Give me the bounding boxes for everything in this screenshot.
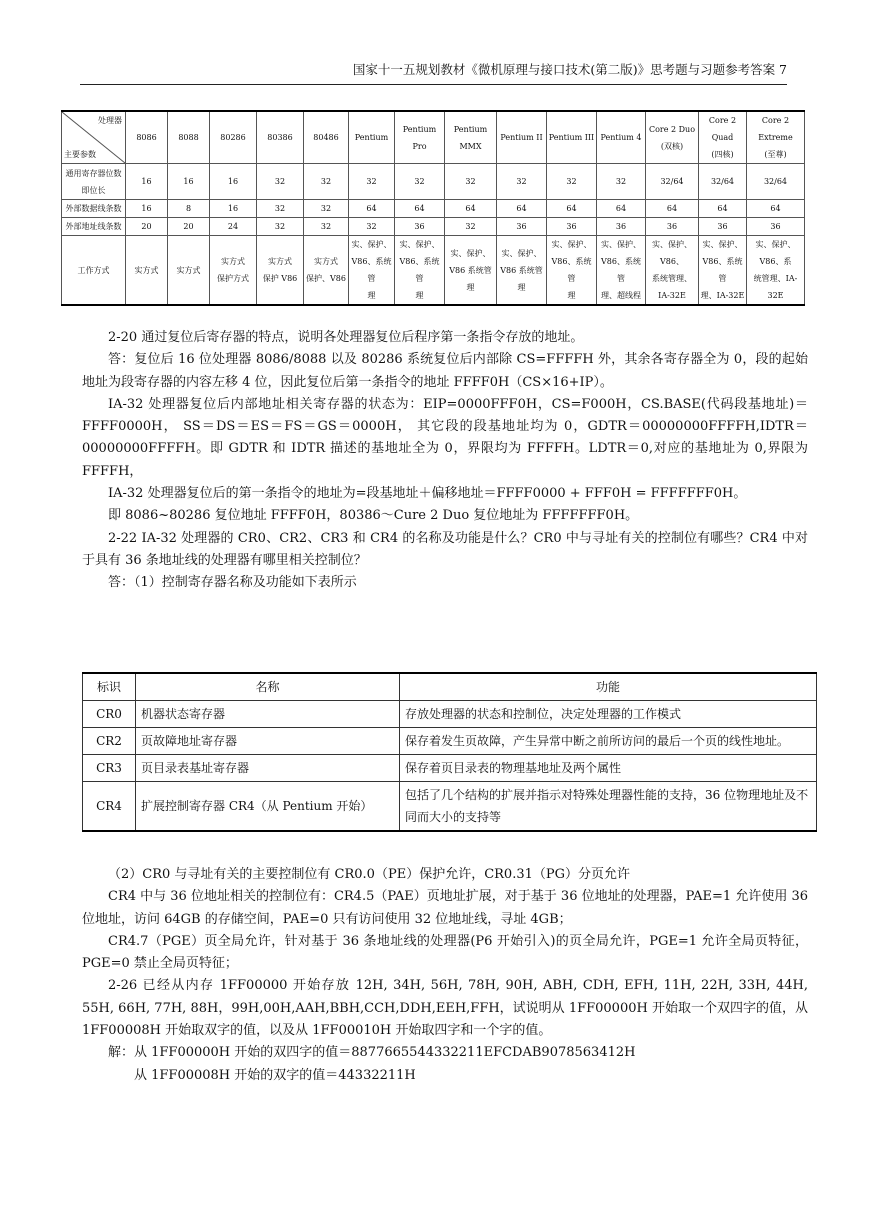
table-cell: 16 (126, 200, 168, 218)
processor-column-header (349, 111, 395, 164)
label-line: 工作方式 (77, 265, 110, 275)
cell-line: V86、系统管 (399, 257, 440, 283)
cell-line: 保护、V86 (306, 274, 346, 283)
cell-line: V86 系统管 (449, 265, 492, 275)
paragraph: 2-20 通过复位后寄存器的特点，说明各处理器复位后程序第一条指令存放的地址。 (108, 330, 584, 345)
table-cell (304, 236, 349, 306)
processor-column-header (699, 111, 747, 164)
table-cell: 32 (547, 164, 597, 200)
table-cell (547, 236, 597, 306)
cr-function: 保存着页目录表的物理基地址及两个属性 (400, 755, 817, 782)
processor-column-header (445, 111, 497, 164)
processor-column-header (597, 111, 646, 164)
table-cell (395, 236, 445, 306)
cell-line: 理 (517, 282, 526, 292)
cell-line: 实、保护、 (501, 248, 542, 258)
cr-function: 包括了几个结构的扩展并指示对特殊处理器性能的支持，36 位物理地址及不同而大小的支持等 (400, 782, 817, 832)
table-cell: 36 (597, 218, 646, 236)
table-cell: 36 (497, 218, 547, 236)
corner-top-label: 处理器 (98, 116, 122, 125)
table-cell (646, 236, 699, 306)
cell-line: V86、系统管 (702, 257, 743, 283)
row-label (62, 164, 126, 200)
cell-line: 理 (466, 282, 475, 292)
table-cell: 36 (699, 218, 747, 236)
header-line: Pentium II (500, 133, 543, 142)
table-row (83, 701, 817, 728)
cell-line: V86、系统管 (351, 257, 392, 283)
table-cell: 32 (395, 164, 445, 200)
paragraph: IA-32 处理器复位后的第一条指令的地址为=段基地址＋偏移地址＝FFFF0000 + FFF0H = FFFFFFF0H。 (108, 486, 747, 502)
paragraph: 答：复位后 16 位处理器 8086/8088 以及 80286 系统复位后内部除 CS=FFFFH 外，其余各寄存器全为 0，段的起始地址为段寄存器的内容左移 4 位，因此复位后第一条指令的地址 FFFF0H（CS×16+IP）。 (82, 352, 808, 390)
table-cell: 36 (646, 218, 699, 236)
header-line: Core 2 Quad (708, 116, 737, 142)
label-line: 通用寄存器位数 (65, 168, 122, 178)
header-line: 8086 (136, 133, 157, 142)
cell-line: 实、保护、 (399, 240, 440, 249)
table-cell: 32 (257, 218, 304, 236)
cell-line: 实、保护、 (551, 240, 592, 249)
table-cell: 64 (497, 200, 547, 218)
table-cell (210, 236, 257, 306)
table-cell (349, 236, 395, 306)
cr-id: CR0 (83, 701, 136, 728)
paragraph: 从 1FF00008H 开始的双字的值＝44332211H (134, 1067, 416, 1083)
table-cell: 16 (210, 200, 257, 218)
header-line: 8088 (178, 133, 199, 142)
table-cell (699, 236, 747, 306)
cr-name: 扩展控制寄存器 CR4（从 Pentium 开始） (136, 782, 400, 832)
cell-line: V86、系统管 (601, 257, 641, 283)
paragraph: 答：（1）控制寄存器名称及功能如下表所示 (108, 575, 357, 591)
cr-name: 机器状态寄存器 (136, 701, 400, 728)
cell-line: 实方式 (268, 257, 292, 266)
table-cell: 32 (257, 200, 304, 218)
table-cell: 64 (597, 200, 646, 218)
label-line: 外部地址线条数 (65, 222, 122, 231)
table-cell (445, 236, 497, 306)
cell-line: 实方式 (176, 265, 201, 275)
header-line: Pentium III (548, 133, 595, 142)
cell-line: 理 (567, 291, 576, 300)
table-cell: 20 (126, 218, 168, 236)
cell-line: 理、超线程 (601, 291, 641, 300)
table-cell: 32 (497, 164, 547, 200)
cell-line: 理、IA-32E (700, 291, 745, 300)
table-cell (497, 236, 547, 306)
table-cell: 32 (445, 164, 497, 200)
cell-line: 实、保护、V86、 (652, 240, 692, 266)
cr-name: 页故障地址寄存器 (136, 728, 400, 755)
table-cell: 36 (395, 218, 445, 236)
label-line: 即位长 (81, 185, 106, 195)
control-register-table (82, 672, 817, 832)
cell-line: V86、系统管 (551, 257, 592, 283)
table-row (62, 200, 805, 218)
table-cell: 32 (304, 164, 349, 200)
table-cell: 64 (445, 200, 497, 218)
paragraph: 2-26 已经从内存 1FF00000 开始存放 12H, 34H, 56H, 78H, 90H, ABH, CDH, EFH, 11H, 22H, 33H, 44H, 55H, 66H, 77H, 88H，99H,00H,AAH,BBH,CCH,DDH,EEH,FFH，试说明从 1FF00000H 开始取一个双四字的值，从 1FF00008H 开始取双字的值，以及从 1FF00010H 开始取四字和一个字的值。 (82, 978, 808, 1039)
table-cell: 32 (257, 164, 304, 200)
table-cell: 8 (168, 200, 210, 218)
cr-header-id: 标识 (83, 673, 136, 701)
table-row (83, 755, 817, 782)
table-cell: 32 (445, 218, 497, 236)
section-control-bits (82, 864, 808, 1087)
table-cell (597, 236, 646, 306)
cell-line: 理 (415, 291, 424, 300)
table-cell: 32 (304, 218, 349, 236)
table-cell: 32 (304, 200, 349, 218)
table-row (62, 236, 805, 306)
table-cell: 36 (747, 218, 805, 236)
row-label (62, 200, 126, 218)
table-cell (257, 236, 304, 306)
paragraph: CR4.7（PGE）页全局允许，针对基于 36 条地址线的处理器(P6 开始引入)的页全局允许，PGE=1 允许全局页特征，PGE=0 禁止全局页特征； (82, 933, 808, 972)
paragraph: 2-22 IA-32 处理器的 CR0、CR2、CR3 和 CR4 的名称及功能是什么？CR0 中与寻址有关的控制位有哪些？CR4 中对于具有 36 条地址线的处理器有哪里相关控制位？ (82, 530, 808, 568)
cell-line: 系统管理、 (652, 274, 692, 283)
cr-id: CR4 (83, 782, 136, 832)
row-label (62, 218, 126, 236)
processor-column-header (497, 111, 547, 164)
cr-function: 保存着发生页故障，产生异常中断之前所访问的最后一个页的线性地址。 (400, 728, 817, 755)
processor-column-header (747, 111, 805, 164)
cell-line: 统管理、IA-32E (753, 274, 798, 300)
processor-column-header (126, 111, 168, 164)
table-cell: 32 (349, 218, 395, 236)
cr-header-name: 名称 (136, 673, 400, 701)
table-cell: 32/64 (747, 164, 805, 200)
header-line: (四核) (711, 150, 734, 159)
paragraph: 解：从 1FF00000H 开始的双四字的值＝8877665544332211EFCDAB9078563412H (108, 1045, 636, 1061)
row-label (62, 236, 126, 306)
table-cell: 32/64 (646, 164, 699, 200)
cell-line: 保护 V86 (262, 274, 298, 283)
table-cell: 36 (547, 218, 597, 236)
cell-line: 实方式 (221, 257, 245, 266)
header-line: 80486 (313, 133, 339, 142)
cr-id: CR2 (83, 728, 136, 755)
cell-line: 保护方式 (217, 274, 249, 283)
page-header (80, 60, 787, 85)
table-cell (168, 236, 210, 306)
table-cell (126, 236, 168, 306)
table-row (83, 728, 817, 755)
cell-line: 实、保护、 (450, 248, 491, 258)
table-cell: 24 (210, 218, 257, 236)
processor-column-header (168, 111, 210, 164)
table-corner-cell (62, 111, 126, 164)
cell-line: 实、保护、 (702, 240, 743, 249)
processor-column-header (257, 111, 304, 164)
cell-line: 理 (367, 291, 376, 300)
table-row (83, 782, 817, 832)
cell-line: 实方式 (314, 257, 338, 266)
header-line: MMX (459, 141, 482, 151)
paragraph: CR4 中与 36 位地址相关的控制位有：CR4.5（PAE）页地址扩展，对于基于 36 位地址的处理器，PAE=1 允许使用 36 位地址，访问 64GB 的存储空间，PAE=0 只有访问使用 32 位地址线，寻址 4GB； (82, 889, 808, 927)
table-cell: 64 (699, 200, 747, 218)
table-cell: 32 (349, 164, 395, 200)
table-cell: 16 (168, 164, 210, 200)
header-line: Pentium (453, 124, 488, 134)
cr-header-function: 功能 (400, 673, 817, 701)
table-cell: 32/64 (699, 164, 747, 200)
table-row (62, 164, 805, 200)
header-line: Core 2 Duo (648, 124, 696, 134)
table-cell: 16 (126, 164, 168, 200)
table-cell (747, 236, 805, 306)
header-line: Pentium (354, 133, 389, 142)
table-cell: 20 (168, 218, 210, 236)
cr-name: 页目录表基址寄存器 (136, 755, 400, 782)
label-line: 外部数据线条数 (65, 204, 122, 213)
processor-column-header (210, 111, 257, 164)
header-line: 80386 (267, 133, 293, 142)
processor-comparison-table (61, 110, 805, 306)
cell-line: 实、保护、V86、系 (755, 240, 796, 266)
cell-line: 实、保护、 (351, 240, 392, 249)
cell-line: IA-32E (658, 291, 686, 300)
cr-function: 存放处理器的状态和控制位，决定处理器的工作模式 (400, 701, 817, 728)
paragraph: IA-32 处理器复位后内部地址相关寄存器的状态为：EIP=0000FFF0H，CS=F000H，CS.BASE(代码段基地址)＝FFFF0000H， SS＝DS＝ES＝FS＝GS＝0000H， 其它段的段基地址均为 0，GDTR＝00000000FFFFH,IDTR＝00000000FFFFH。即 GDTR 和 IDTR 描述的基地址全为 0，界限均为 FFFFH。LDTR＝0,对应的基地址为 0,界限为 FFFFH， (82, 396, 808, 479)
table-cell: 64 (747, 200, 805, 218)
header-line: (双核) (660, 141, 684, 151)
header-line: Core 2 Extreme (758, 116, 793, 142)
processor-column-header (646, 111, 699, 164)
table-cell: 64 (547, 200, 597, 218)
table-cell: 64 (349, 200, 395, 218)
paragraph: （2）CR0 与寻址有关的主要控制位有 CR0.0（PE）保护允许，CR0.31（PG）分页允许 (108, 867, 630, 882)
table-cell: 16 (210, 164, 257, 200)
cell-line: V86 系统管 (500, 265, 543, 275)
header-line: (至尊) (764, 150, 787, 159)
corner-bottom-label: 主要参数 (64, 150, 96, 159)
cell-line: 实、保护、 (601, 240, 641, 249)
table-cell: 64 (646, 200, 699, 218)
processor-column-header (547, 111, 597, 164)
processor-column-header (395, 111, 445, 164)
header-line: Pentium 4 (600, 133, 642, 142)
table-cell: 32 (597, 164, 646, 200)
cr-id: CR3 (83, 755, 136, 782)
processor-column-header (304, 111, 349, 164)
table-cell: 64 (395, 200, 445, 218)
cell-line: 实方式 (134, 265, 159, 275)
header-text: 国家十一五规划教材《微机原理与接口技术(第二版)》思考题与习题参考答案 7 (352, 62, 787, 77)
table-row (62, 218, 805, 236)
section-2-20 (82, 327, 808, 595)
paragraph: 即 8086~80286 复位地址 FFFF0H，80386～Cure 2 Duo 复位地址为 FFFFFFF0H。 (108, 508, 639, 524)
header-line: 80286 (220, 133, 246, 142)
header-line: Pentium Pro (402, 124, 437, 151)
